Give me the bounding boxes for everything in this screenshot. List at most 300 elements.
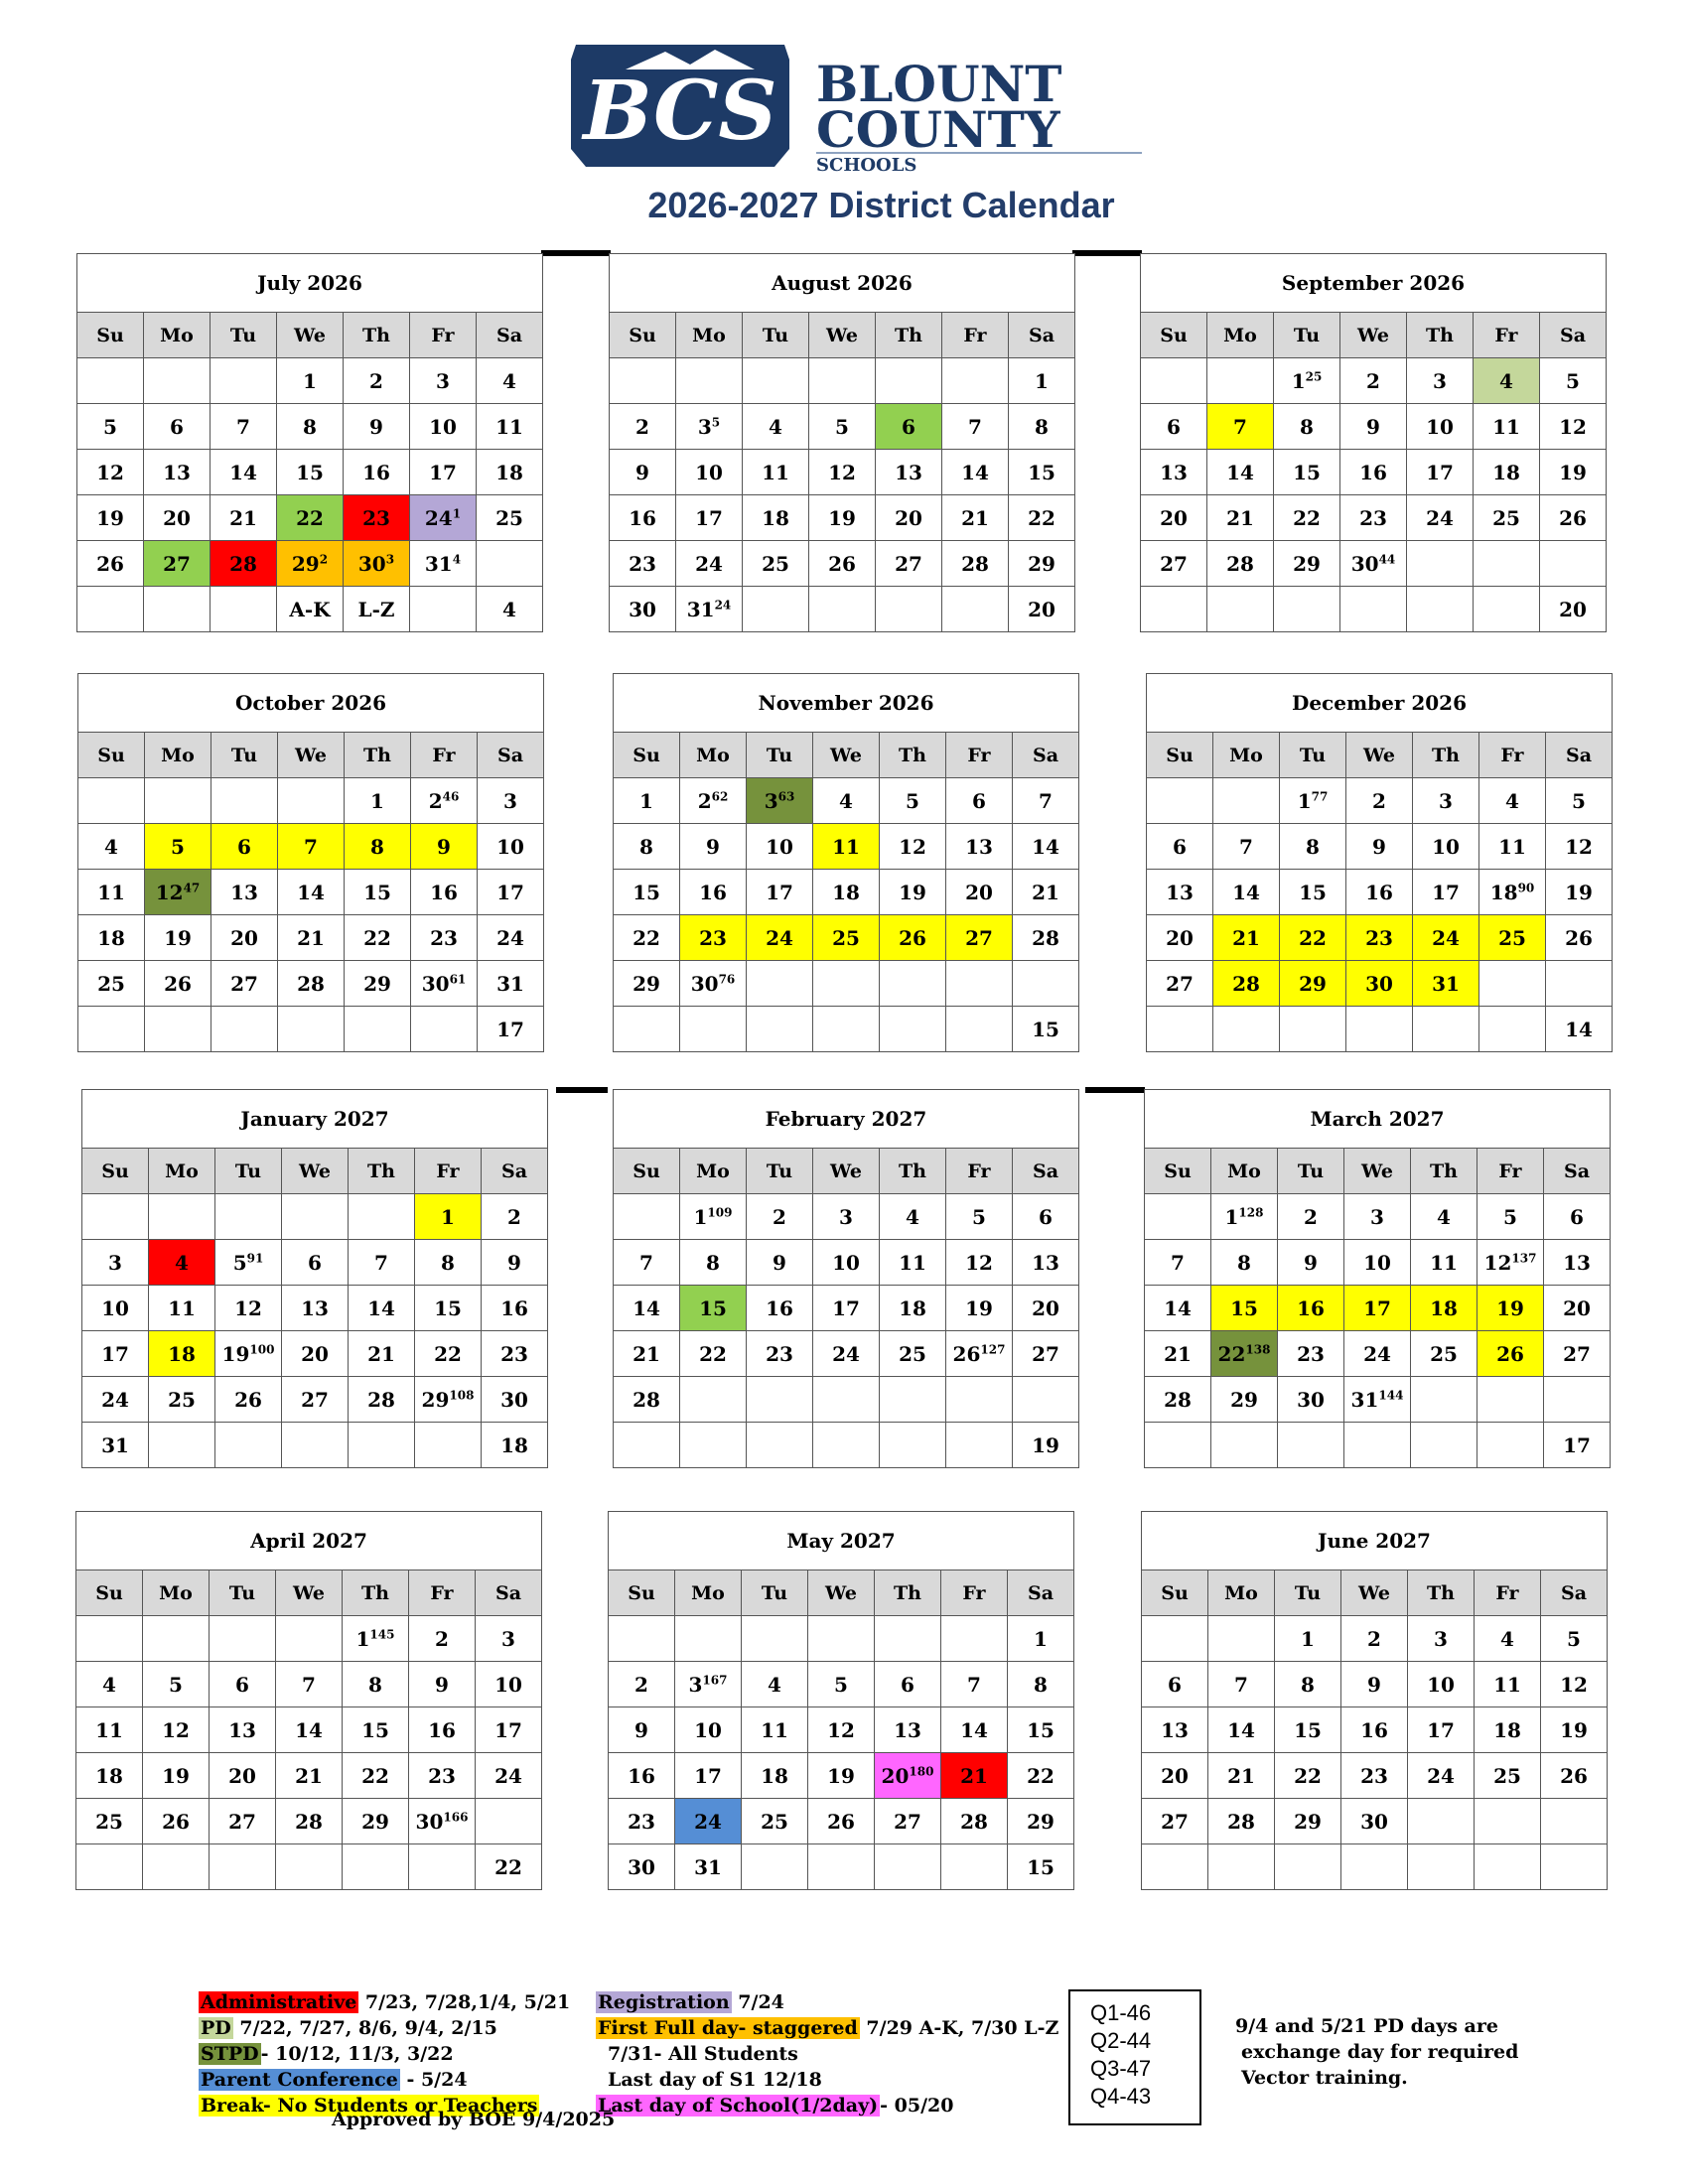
day-cell <box>1346 1007 1413 1052</box>
day-number: 20 <box>1032 1296 1059 1320</box>
day-cell <box>946 915 1013 961</box>
day-number: 26 <box>234 1387 262 1412</box>
day-cell <box>1477 1194 1544 1240</box>
month-table <box>1140 253 1607 632</box>
day-number: 27 <box>1032 1341 1059 1366</box>
day-cell <box>415 1377 482 1423</box>
day-cell <box>1474 541 1540 587</box>
day-number: 11 <box>1493 1672 1521 1697</box>
weekday-header: Fr <box>1474 313 1540 358</box>
day-cell <box>411 961 478 1007</box>
day-cell <box>211 541 277 587</box>
school-day-count: 63 <box>777 788 795 803</box>
day-number: 30 <box>357 551 386 576</box>
day-cell <box>675 1753 742 1799</box>
day-number: 4 <box>1505 788 1519 813</box>
day-cell <box>277 450 344 495</box>
weekday-header: Th <box>875 1570 941 1616</box>
day-cell <box>876 404 942 450</box>
day-cell <box>676 450 743 495</box>
day-number: 25 <box>1430 1341 1458 1366</box>
day-cell <box>144 541 211 587</box>
day-cell <box>1147 824 1213 870</box>
day-cell <box>143 1616 210 1662</box>
day-cell <box>410 450 477 495</box>
day-cell <box>675 1707 742 1753</box>
day-number: 13 <box>301 1296 329 1320</box>
weekday-header: Th <box>876 313 942 358</box>
day-number: 17 <box>101 1341 129 1366</box>
weekday-header: Sa <box>476 1570 542 1616</box>
day-cell <box>210 1753 276 1799</box>
day-cell <box>144 404 211 450</box>
day-cell <box>1541 1844 1608 1890</box>
weekday-header: Fr <box>1479 733 1546 778</box>
day-cell <box>411 824 478 870</box>
day-cell <box>1344 1240 1411 1286</box>
day-cell <box>78 961 145 1007</box>
day-cell <box>410 587 477 632</box>
day-number: 16 <box>430 880 458 904</box>
day-cell <box>1211 1240 1278 1286</box>
day-cell <box>1475 1662 1541 1707</box>
legend-stpd-dates: - 10/12, 11/3, 3/22 <box>260 2043 454 2065</box>
weekday-header: Mo <box>149 1149 215 1194</box>
day-number: 7 <box>967 1672 981 1697</box>
day-number: 12 <box>96 460 124 484</box>
school-day-count: 108 <box>449 1387 475 1402</box>
school-day-count: 180 <box>909 1763 934 1778</box>
day-cell <box>1408 1616 1475 1662</box>
day-number: 31 <box>101 1433 129 1457</box>
day-number: 25 <box>761 1809 788 1834</box>
day-number: 2 <box>369 368 383 393</box>
day-number: 16 <box>699 880 727 904</box>
day-number: 10 <box>766 834 793 859</box>
day-cell <box>1477 1286 1544 1331</box>
day-cell <box>1274 358 1340 404</box>
day-number: 4 <box>175 1250 189 1275</box>
day-cell <box>614 1240 680 1286</box>
day-number: 21 <box>1227 1763 1255 1788</box>
school-day-count: 47 <box>183 880 201 894</box>
day-cell <box>876 450 942 495</box>
day-cell <box>1008 1662 1074 1707</box>
day-number: 12 <box>234 1296 262 1320</box>
day-number: 10 <box>694 1717 722 1742</box>
day-number: 17 <box>1563 1433 1591 1457</box>
month-title: July 2026 <box>77 254 543 313</box>
day-cell <box>282 1240 349 1286</box>
month-title: August 2026 <box>610 254 1075 313</box>
day-cell <box>82 1194 149 1240</box>
weekday-header: Su <box>610 313 676 358</box>
day-cell <box>1344 1423 1411 1468</box>
day-number: 9 <box>437 834 451 859</box>
day-cell <box>1275 1844 1341 1890</box>
day-cell <box>476 1707 542 1753</box>
day-number: 23 <box>628 1809 655 1834</box>
day-cell <box>478 1007 544 1052</box>
day-number: 16 <box>628 1763 655 1788</box>
day-cell <box>1479 870 1546 915</box>
legend-last-day-dates: - 05/20 <box>880 2095 954 2116</box>
day-cell <box>813 1377 880 1423</box>
weekday-header: Tu <box>211 313 277 358</box>
day-cell <box>76 1799 143 1844</box>
day-number: 27 <box>228 1809 256 1834</box>
day-cell <box>1141 587 1207 632</box>
day-number: 19 <box>1496 1296 1524 1320</box>
day-number: 31 <box>1432 971 1460 996</box>
day-number: 29 <box>361 1809 389 1834</box>
day-cell <box>1479 824 1546 870</box>
legend-break-label: Break- No Students or Teachers <box>201 2095 538 2116</box>
day-cell <box>1142 1799 1208 1844</box>
day-number: 4 <box>502 597 516 621</box>
day-number: 7 <box>1039 788 1053 813</box>
day-cell <box>476 1844 542 1890</box>
day-number: A-K <box>289 597 331 621</box>
day-cell <box>1141 495 1207 541</box>
weekday-header: Fr <box>941 1570 1008 1616</box>
day-number: 23 <box>766 1341 793 1366</box>
day-cell <box>345 778 411 824</box>
day-cell <box>144 495 211 541</box>
day-cell <box>946 1377 1013 1423</box>
day-cell <box>675 1662 742 1707</box>
month-table <box>76 253 543 632</box>
day-number: 3 <box>1370 1204 1384 1229</box>
weekday-header: Mo <box>680 733 747 778</box>
day-number: 17 <box>496 1017 524 1041</box>
day-number: 16 <box>1365 880 1393 904</box>
day-number: 25 <box>899 1341 926 1366</box>
day-cell <box>1341 1799 1408 1844</box>
school-day-count: 144 <box>1378 1387 1404 1402</box>
day-cell <box>282 1286 349 1331</box>
day-number: 24 <box>1426 505 1454 530</box>
day-number: 10 <box>832 1250 860 1275</box>
day-cell <box>344 495 410 541</box>
day-cell <box>1013 915 1079 961</box>
day-number: 3 <box>764 788 778 813</box>
weekday-header: Su <box>614 1149 680 1194</box>
day-cell <box>747 1286 813 1331</box>
day-cell <box>808 1616 875 1662</box>
day-number: 14 <box>961 460 989 484</box>
day-number: 8 <box>1034 1672 1048 1697</box>
day-number: 27 <box>301 1387 329 1412</box>
school-day-count: 127 <box>980 1341 1006 1356</box>
day-number: 8 <box>441 1250 455 1275</box>
day-cell <box>349 1331 415 1377</box>
day-number: 14 <box>1227 1717 1255 1742</box>
legend-registration-dates: 7/24 <box>731 1991 784 2013</box>
note-line: exchange day for required <box>1241 2041 1519 2063</box>
day-cell <box>614 961 680 1007</box>
day-number: 2 <box>1367 1626 1381 1651</box>
day-cell <box>210 1707 276 1753</box>
day-number: 3 <box>688 1672 703 1697</box>
day-cell <box>941 1616 1008 1662</box>
day-cell <box>1013 1331 1079 1377</box>
day-cell <box>277 541 344 587</box>
day-cell <box>1341 1844 1408 1890</box>
day-number: 14 <box>367 1296 395 1320</box>
day-number: 11 <box>761 1717 788 1742</box>
day-cell <box>478 915 544 961</box>
day-cell <box>1475 1844 1541 1890</box>
day-number: 2 <box>435 1626 449 1651</box>
school-day-count: 3 <box>385 551 395 566</box>
day-cell <box>1147 915 1213 961</box>
day-number: 26 <box>1560 1763 1588 1788</box>
day-cell <box>1278 1331 1344 1377</box>
weekday-header: Sa <box>482 1149 548 1194</box>
day-cell <box>211 961 278 1007</box>
day-number: 8 <box>1306 834 1320 859</box>
day-cell <box>343 1662 409 1707</box>
day-cell <box>1407 450 1474 495</box>
day-cell <box>82 1423 149 1468</box>
weekday-header: Sa <box>1546 733 1613 778</box>
day-number: 25 <box>1493 1763 1521 1788</box>
day-cell <box>1408 1662 1475 1707</box>
day-number: 18 <box>95 1763 123 1788</box>
day-cell <box>210 1662 276 1707</box>
day-number: 28 <box>297 971 325 996</box>
day-cell <box>680 1423 747 1468</box>
day-cell <box>278 870 345 915</box>
day-cell <box>415 1331 482 1377</box>
day-number: 5 <box>103 414 117 439</box>
day-number: 21 <box>1232 925 1260 950</box>
day-cell <box>1474 404 1540 450</box>
day-cell <box>1477 1377 1544 1423</box>
day-cell <box>278 1007 345 1052</box>
day-cell <box>78 1007 145 1052</box>
day-cell <box>1479 961 1546 1007</box>
day-cell <box>1145 1423 1211 1468</box>
weekday-header: Th <box>880 733 946 778</box>
day-number: 28 <box>295 1809 323 1834</box>
day-cell <box>1411 1240 1477 1286</box>
weekday-header: Th <box>349 1149 415 1194</box>
day-cell <box>813 824 880 870</box>
day-number: 10 <box>1427 1672 1455 1697</box>
day-number: 26 <box>828 551 856 576</box>
day-number: 26 <box>1565 925 1593 950</box>
day-cell <box>482 1240 548 1286</box>
day-number: 15 <box>699 1296 727 1320</box>
day-cell <box>1009 495 1075 541</box>
day-number: 7 <box>374 1250 388 1275</box>
day-number: 26 <box>96 551 124 576</box>
day-cell <box>1141 358 1207 404</box>
day-number: 22 <box>699 1341 727 1366</box>
day-cell <box>747 1007 813 1052</box>
day-cell <box>211 870 278 915</box>
day-cell <box>946 1194 1013 1240</box>
day-number: 6 <box>902 414 915 439</box>
day-number: 29 <box>1028 551 1055 576</box>
day-cell <box>1278 1377 1344 1423</box>
day-number: 28 <box>1227 1809 1255 1834</box>
legend-first-day-dates: 7/29 A-K, 7/30 L-Z <box>859 2017 1059 2039</box>
school-day-count: 167 <box>702 1672 728 1687</box>
day-number: 23 <box>430 925 458 950</box>
day-cell <box>1411 1194 1477 1240</box>
day-cell <box>411 1007 478 1052</box>
day-number: 27 <box>1563 1341 1591 1366</box>
day-cell <box>1479 1007 1546 1052</box>
day-cell <box>211 450 277 495</box>
day-number: 29 <box>363 971 391 996</box>
day-cell <box>1479 915 1546 961</box>
day-cell <box>1213 778 1280 824</box>
day-cell <box>875 1844 941 1890</box>
day-cell <box>610 541 676 587</box>
weekday-header: Fr <box>946 1149 1013 1194</box>
weekday-header: Tu <box>1280 733 1346 778</box>
day-cell <box>742 1753 808 1799</box>
day-cell <box>1145 1331 1211 1377</box>
day-cell <box>1013 778 1079 824</box>
weekday-header: Sa <box>1541 1570 1608 1616</box>
day-cell <box>1142 1662 1208 1707</box>
school-day-count: 166 <box>443 1809 469 1824</box>
day-number: 8 <box>368 1672 382 1697</box>
day-number: 6 <box>901 1672 914 1697</box>
day-number: 18 <box>500 1433 528 1457</box>
day-number: 28 <box>1232 971 1260 996</box>
day-cell <box>1278 1240 1344 1286</box>
month-table <box>75 1511 542 1890</box>
day-cell <box>1408 1799 1475 1844</box>
day-number: 10 <box>1432 834 1460 859</box>
day-number: 1 <box>1035 368 1049 393</box>
day-cell <box>78 870 145 915</box>
day-cell <box>1211 1286 1278 1331</box>
day-number: 12 <box>1560 1672 1588 1697</box>
day-number: 31 <box>1350 1387 1379 1412</box>
legend-conference-dates: - 5/24 <box>399 2069 468 2091</box>
day-cell <box>1340 358 1407 404</box>
day-number: 18 <box>899 1296 926 1320</box>
day-cell <box>880 1007 946 1052</box>
day-cell <box>1474 587 1540 632</box>
day-cell <box>1475 1707 1541 1753</box>
day-cell <box>742 1799 808 1844</box>
day-cell <box>1280 961 1346 1007</box>
day-cell <box>344 541 410 587</box>
day-number: 26 <box>162 1809 190 1834</box>
day-cell <box>409 1844 476 1890</box>
day-cell <box>343 1844 409 1890</box>
day-number: 31 <box>496 971 524 996</box>
day-cell <box>1211 1377 1278 1423</box>
month-table <box>613 673 1079 1052</box>
day-number: 8 <box>370 834 384 859</box>
day-number: 1 <box>370 788 384 813</box>
day-cell <box>946 1423 1013 1468</box>
quarter-count: Q2-44 <box>1090 2028 1152 2053</box>
day-number: 4 <box>769 414 782 439</box>
day-cell <box>1407 541 1474 587</box>
day-number: 3 <box>108 1250 122 1275</box>
day-cell <box>880 1286 946 1331</box>
day-cell <box>875 1616 941 1662</box>
day-number: 24 <box>766 925 793 950</box>
day-number: 14 <box>229 460 257 484</box>
day-cell <box>941 1753 1008 1799</box>
day-number: 12 <box>1565 834 1593 859</box>
day-cell <box>1546 1007 1613 1052</box>
day-number: 11 <box>899 1250 926 1275</box>
day-number: 24 <box>695 551 723 576</box>
day-cell <box>476 1753 542 1799</box>
day-cell <box>478 870 544 915</box>
day-cell <box>742 1662 808 1707</box>
day-number: 25 <box>762 551 789 576</box>
day-cell <box>1013 870 1079 915</box>
day-cell <box>614 824 680 870</box>
day-number: 5 <box>232 1250 247 1275</box>
weekday-header: Mo <box>1211 1149 1278 1194</box>
day-number: 11 <box>1492 414 1520 439</box>
day-number: 18 <box>1493 1717 1521 1742</box>
day-number: 30 <box>421 971 450 996</box>
day-cell <box>610 358 676 404</box>
weekday-header: Su <box>76 1570 143 1616</box>
weekday-header: Mo <box>145 733 211 778</box>
day-cell <box>880 824 946 870</box>
day-cell <box>680 1194 747 1240</box>
day-number: 24 <box>424 505 453 530</box>
weekday-header: Su <box>82 1149 149 1194</box>
day-number: 25 <box>97 971 125 996</box>
day-number: 15 <box>296 460 324 484</box>
day-cell <box>813 1007 880 1052</box>
quarter-count: Q1-46 <box>1090 2000 1152 2025</box>
day-number: 9 <box>634 1717 648 1742</box>
day-cell <box>278 915 345 961</box>
day-number: 16 <box>1360 1717 1388 1742</box>
day-cell <box>77 495 144 541</box>
day-cell <box>349 1423 415 1468</box>
day-cell <box>145 778 211 824</box>
day-cell <box>1413 1007 1479 1052</box>
day-cell <box>676 587 743 632</box>
day-number: 19 <box>1559 460 1587 484</box>
day-cell <box>743 450 809 495</box>
day-cell <box>942 541 1009 587</box>
weekday-header: Th <box>345 733 411 778</box>
day-cell <box>76 1844 143 1890</box>
day-number: 23 <box>1297 1341 1325 1366</box>
day-cell <box>1413 961 1479 1007</box>
day-cell <box>149 1423 215 1468</box>
day-cell <box>482 1286 548 1331</box>
day-cell <box>76 1662 143 1707</box>
day-number: 21 <box>297 925 325 950</box>
day-number: 2 <box>428 788 443 813</box>
logo-letters: BCS <box>583 64 777 159</box>
day-cell <box>1477 1423 1544 1468</box>
day-cell <box>215 1331 282 1377</box>
day-number: 19 <box>1565 880 1593 904</box>
